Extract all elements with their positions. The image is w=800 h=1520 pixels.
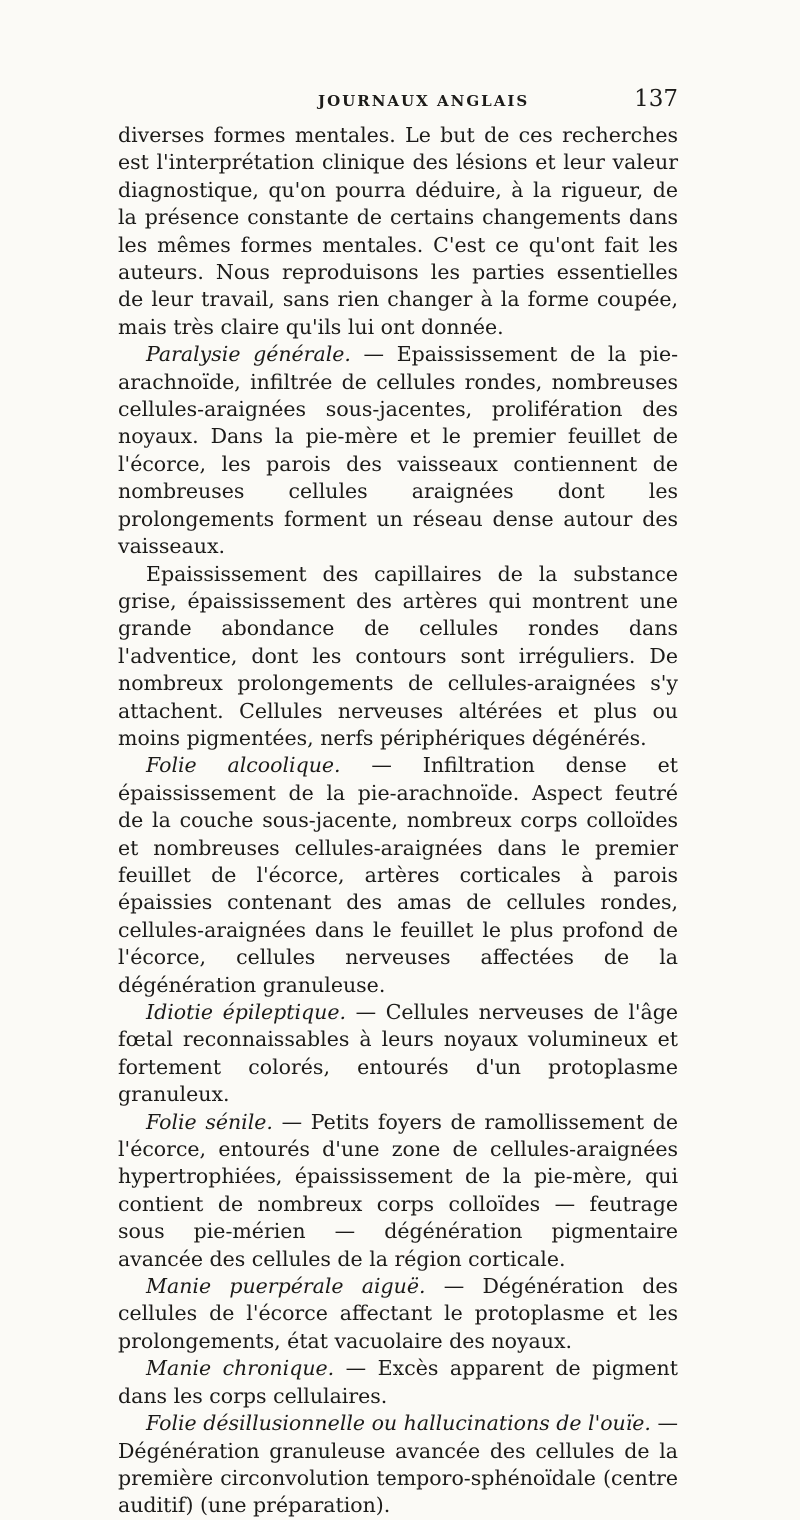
page-number: 137 — [634, 86, 678, 112]
paragraph-capillaires — [118, 561, 678, 753]
paragraph-text: Epaississement des capillaires de la substance grise, épaississement des artères qui montrent une grande abondance de cellules rondes dans l'adventice, dont les contours sont irréguliers. De nombreux prolongements de cellules-araignées s'y attachent. Cellules nerveuses altérées et plus ou moins pigmentées, nerfs périphériques dégénérés. — [118, 561, 678, 750]
paragraph-text: — Dégénération granuleuse avancée des cellules de la première circonvolution temporo-sphénoïdale (centre auditif) (une préparation). — [118, 1411, 678, 1518]
paragraph-paralysie-generale — [118, 341, 678, 560]
paragraph-text: — Epaississement de la pie-arachnoïde, infiltrée de cellules rondes, nombreuses cellules-araignées sous-jacentes, prolifération des noyaux. Dans la pie-mère et le premier feuillet de l'écorce, les parois des vaisseaux contiennent de nombreuses cellules araignées dont les prolongements forment un réseau dense autour des vaisseaux. — [118, 342, 679, 559]
paragraph-manie-puerperale — [118, 1273, 678, 1355]
section-term: Folie sénile. — [146, 1109, 273, 1134]
paragraph-intro — [118, 122, 678, 341]
section-term: Paralysie générale. — [146, 342, 351, 367]
section-term: Manie chronique. — [146, 1356, 335, 1381]
paragraph-text: — Dégénération des cellules de l'écorce affectant le protoplasme et les prolongements, état vacuolaire des noyaux. — [118, 1274, 678, 1353]
body-text — [118, 122, 678, 1520]
paragraph-text: — Infiltration dense et épaississement de la pie-arachnoïde. Aspect feutré de la couche sous-jacente, nombreux corps colloïdes et nombreuses cellules-araignées dans le premier feuillet de l'écorce, artères corticales à parois épaissies contenant des amas de cellules rondes, cellules-araignées dans le feuillet le plus profond de l'écorce, cellules nerveuses affectées de la dégénération granuleuse. — [118, 753, 678, 997]
section-term: Folie désillusionnelle ou hallucinations de l'ouïe. — [146, 1411, 651, 1436]
paragraph-text: — Excès apparent de pigment dans les corps cellulaires. — [118, 1356, 678, 1408]
running-head-title: JOURNAUX ANGLAIS — [318, 92, 530, 110]
paragraph-manie-chronique — [118, 1355, 678, 1410]
paragraph-folie-alcoolique — [118, 752, 678, 999]
paragraph-folie-senile — [118, 1109, 678, 1273]
section-term: Manie puerpérale aiguë. — [146, 1274, 426, 1299]
book-page — [118, 86, 678, 1520]
paragraph-text: diverses formes mentales. Le but de ces recherches est l'interprétation clinique des lésions et leur valeur diagnostique, qu'on pourra déduire, à la rigueur, de la présence constante de certains changements dans les mêmes formes mentales. C'est ce qu'ont fait les auteurs. Nous reproduisons les parties essentielles de leur travail, sans rien changer à la forme coupée, mais très claire qu'ils lui ont donnée. — [118, 123, 678, 339]
section-term: Idiotie épileptique. — [146, 1000, 347, 1024]
section-term: Folie alcoolique. — [146, 753, 341, 778]
paragraph-text: — Cellules nerveuses de l'âge fœtal reconnaissables à leurs noyaux volumineux et fortement colorés, entourés d'un protoplasme granuleux. — [118, 1000, 678, 1107]
paragraph-folie-desillusionnelle — [118, 1410, 678, 1520]
paragraph-idiotie-epileptique — [118, 999, 678, 1109]
paragraph-text: — Petits foyers de ramollissement de l'écorce, entourés d'une zone de cellules-araignées hypertrophiées, épaississement de la pie-mère, qui contient de nombreux corps colloïdes — feutrage sous pie-mérien — dégénération pigmentaire avancée des cellules de la région corticale. — [118, 1109, 678, 1271]
running-head — [118, 86, 678, 122]
